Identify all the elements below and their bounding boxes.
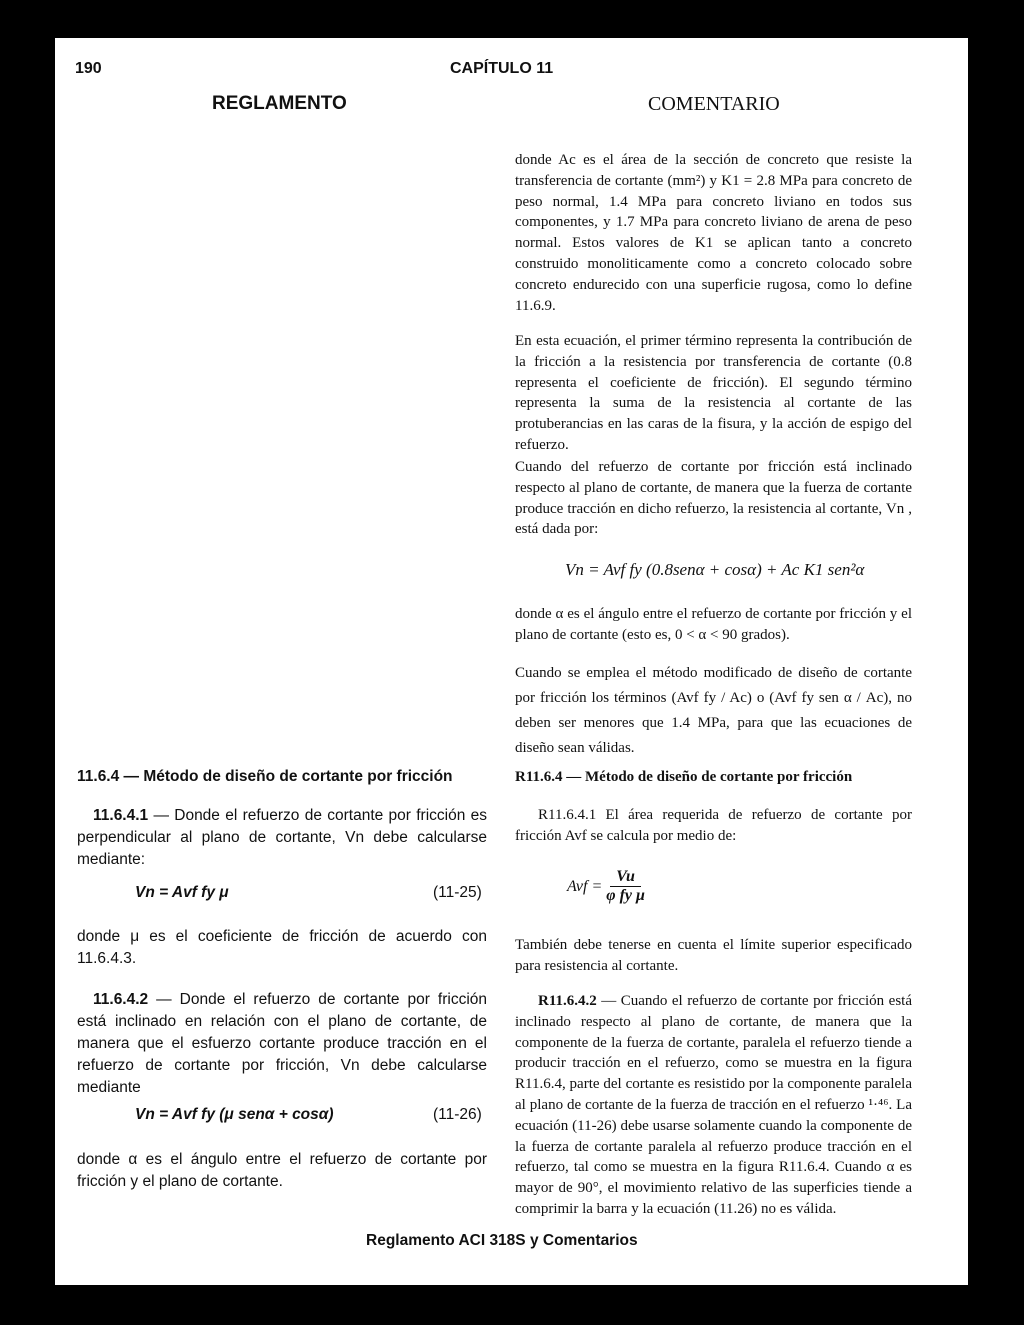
commentary-paragraph: Cuando se emplea el método modificado de diseño de cortante por fricción los términos (Avf fy / Ac) o (Avf fy sen α / Ac), no deben ser menores que 1.4 MPa, para que las ecuaciones de diseño sean válidas. [515,665,912,756]
commentary-paragraph: En esta ecuación, el primer término representa la contribución de la fricción a la resistencia por transferencia de cortante (0.8 representa el coeficiente de fricción). El segundo término representa la suma de la resistencia al cortante de las protuberancias en las caras de la fisura, y la acción de espigo del refuerzo. [515,333,912,453]
equation-number: (11-26) [433,1106,482,1123]
equation-number: (11-25) [433,884,482,901]
page-footer: Reglamento ACI 318S y Comentarios [366,1232,638,1249]
equation: Vn = Avf fy (0.8senα + cosα) + Ac K1 sen²α [565,560,865,579]
commentary-paragraph: donde α es el ángulo entre el refuerzo de cortante por fricción y el plano de cortante (esto es, 0 < α < 90 grados). [515,606,912,643]
clause-label: 11.6.4.2 [93,991,149,1008]
numerator: Vu [610,868,641,887]
commentary-paragraph: Cuando del refuerzo de cortante por fricción está inclinado respecto al plano de cortante, de manera que la fuerza de cortante produce tracción en dicho refuerzo, la resistencia al cortante, Vn , está dada por: [515,459,912,538]
commentary-paragraph: donde Ac es el área de la sección de concreto que resiste la transferencia de cortante (mm²) y K1 = 2.8 MPa para concreto de peso normal, 1.4 MPa para concreto liviano en todos sus componentes, y 1.7 MPa para concreto liviano de arena de peso normal. Estos valores de K1 se aplican tanto a concreto construido monoliticamente como a concreto colocado sobre concreto endurecido con una superficie rugosa, como lo define 11.6.9. [515,152,912,314]
chapter-title: CAPÍTULO 11 [450,60,554,77]
commentary-section-title: R11.6.4 — Método de diseño de cortante por fricción [515,769,853,785]
equation [567,868,645,905]
denominator: φ fy μ [606,887,645,904]
clause-text: — Cuando el refuerzo de cortante por fricción está inclinado respecto al plano de cortante, de manera que la componente de la fuerza de cortante, paralela el refuerzo tiende a producir tracción en el refuerzo, como se muestra en la figura R11.6.4, parte del cortante es resistido por la componente paralela al plano de cortante de la fuerza de tracción en el refuerzo ¹·⁴⁶. La ecuación (11-26) debe usarse solamente cuando la componente de la fuerza de cortante paralela al refuerzo produce tracción en el refuerzo, tal como se muestra en la figura R11.6.4. Cuando α es mayor de 90°, el movimiento relativo de las superficies tiende a comprimir la barra y la ecuación (11.26) no es válida. [515,993,912,1217]
document-page [55,38,968,1285]
code-paragraph: donde α es el ángulo entre el refuerzo de cortante por fricción y el plano de cortante. [77,1151,487,1190]
code-paragraph [77,805,487,871]
clause-text: El área requerida de refuerzo de cortante por fricción Avf se calcula por medio de: [515,807,912,844]
page-number: 190 [75,60,102,77]
clause-label: 11.6.4.1 [93,807,149,824]
commentary-paragraph: También debe tenerse en cuenta el límite superior especificado para resistencia al cortante. [515,937,912,974]
commentary-paragraph [515,805,912,847]
clause-text: — Donde el refuerzo de cortante por fricción está inclinado en relación con el plano de cortante, de manera que el esfuerzo cortante produce tracción en el refuerzo de cortante por fricción, Vn debe calcularse mediante [77,991,487,1096]
clause-label: R11.6.4.2 [538,993,597,1009]
code-paragraph [77,989,487,1099]
right-column-title: COMENTARIO [648,93,780,115]
clause-text: — Donde el refuerzo de cortante por fricción es perpendicular al plano de cortante, Vn debe calcularse mediante: [77,807,487,868]
fraction [606,868,645,905]
equation: Vn = Avf fy μ [135,884,229,901]
equation-lhs: Avf = [567,877,603,895]
left-column-title: REGLAMENTO [212,93,347,114]
equation: Vn = Avf fy (μ senα + cosα) [135,1106,334,1123]
clause-label: R11.6.4.1 [538,807,597,823]
code-paragraph: donde μ es el coeficiente de fricción de acuerdo con 11.6.4.3. [77,928,487,967]
commentary-paragraph [515,991,912,1220]
section-title: 11.6.4 — Método de diseño de cortante por fricción [77,768,453,785]
